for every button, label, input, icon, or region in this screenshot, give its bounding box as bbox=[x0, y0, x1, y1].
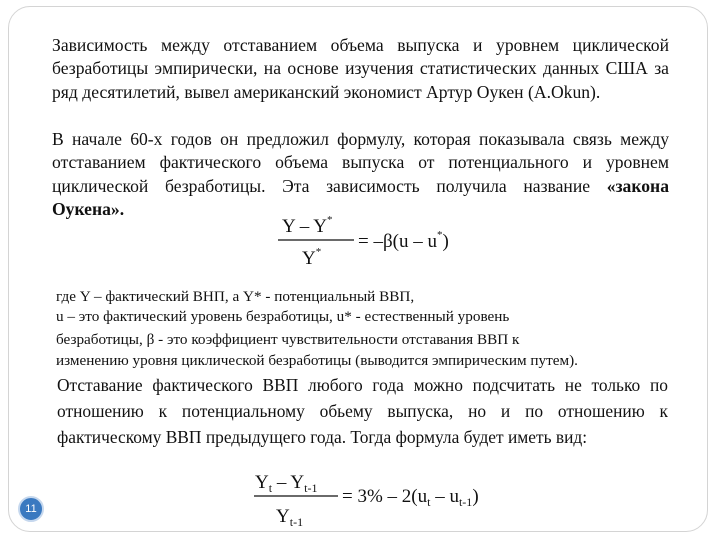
where-line-4: изменению уровня циклической безработицы (выводится эмпирическим путем). bbox=[56, 352, 578, 369]
where-line-1: где Y – фактический ВНП, а Y* - потенциальный ВВП, bbox=[56, 288, 415, 305]
yearly-formula-numerator: $Y_t - Y_{t-1}$ bbox=[255, 472, 318, 495]
where-line-2: u – это фактический уровень безработицы, u* - естественный уровень bbox=[56, 308, 510, 325]
okun-law-name: «закона Оукена». bbox=[52, 175, 669, 220]
okun-paragraph-text: В начале 60-х годов он предложил формулу, которая показывала связь между отставанием фактического объема выпуска от потенциального и уровнем циклической безработицы. Эта зависимость получила название bbox=[52, 129, 669, 196]
page-number-badge: 11 bbox=[18, 496, 44, 522]
intro-paragraph: Зависимость между отставанием объема выпуска и уровнем циклической безработицы эмпирически, на основе изучения статистических данных США за ряд десятилетий, вывел американский экономист Артур Оукен (A.Okun). bbox=[52, 35, 669, 102]
gdp-lag-paragraph: Отставание фактического ВВП любого года можно подсчитать не только по отношению к потенциальному обьему выпуска, но и по отношению к фактическому ВВП предыдущего года. Тогда формула будет иметь вид: bbox=[57, 375, 668, 448]
yearly-formula bbox=[250, 466, 510, 532]
where-line-3: безработицы, β - это коэффициент чувствительности отставания ВВП к bbox=[56, 331, 520, 348]
okun-formula-numerator: Y – Y* bbox=[282, 214, 333, 237]
yearly-formula-denominator: $Y_{t-1}$ bbox=[276, 506, 304, 529]
okun-formula bbox=[270, 206, 485, 272]
yearly-formula-rhs: = $3\% - 2(u_t - u_{t-1})$ bbox=[342, 486, 479, 509]
okun-formula-denominator: Y* bbox=[302, 246, 322, 269]
okun-formula-rhs: = –β(u – u*) bbox=[358, 229, 449, 252]
